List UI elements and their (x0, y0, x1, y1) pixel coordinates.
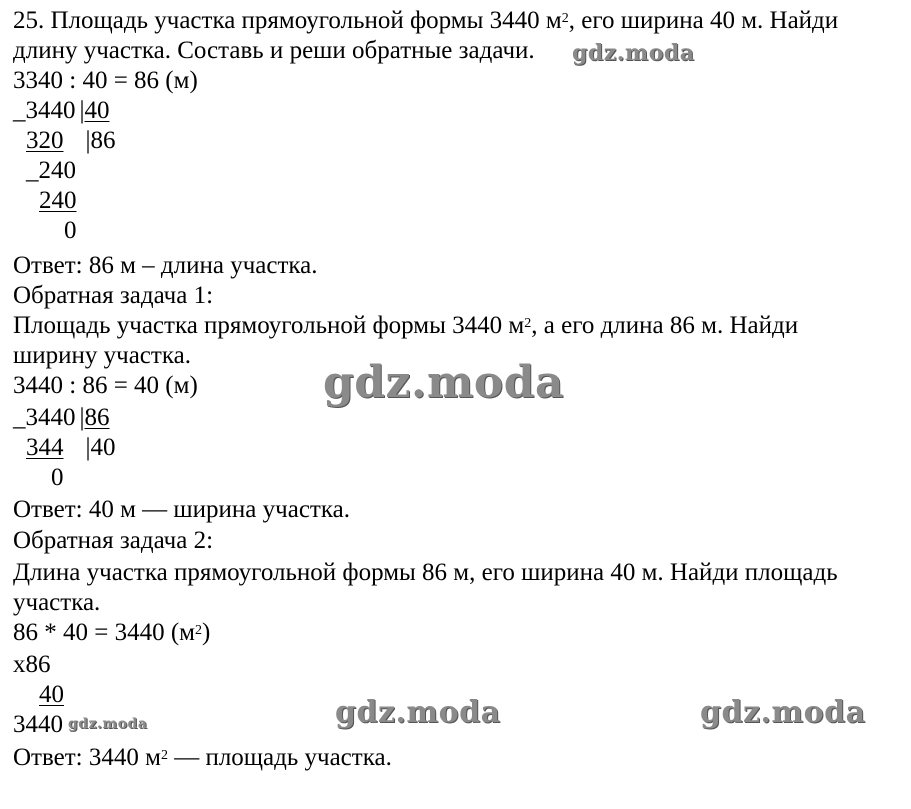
subtrahend: 320 (26, 127, 64, 154)
inverse1-heading: Обратная задача 1: (13, 282, 214, 309)
solution1-column-row-1: _3440 |40 (13, 97, 110, 124)
problem-text-a: 25. Площадь участка прямоугольной формы 3440 м (13, 7, 562, 34)
watermark-logo-small: gdz.moda (68, 716, 148, 732)
inverse1-equation: 3440 : 86 = 40 (м) (13, 372, 198, 399)
subtrahend: 344 (26, 434, 64, 461)
dividend: _3440 (13, 97, 76, 124)
inverse1-answer: Ответ: 40 м — ширина участка. (13, 496, 350, 523)
superscript: 2 (524, 316, 532, 331)
inverse2-answer: Ответ: 3440 $м^2$ — площадь участка. (13, 744, 392, 771)
superscript: 2 (195, 623, 202, 638)
solution1-column-row-2: 320 |86 (26, 127, 116, 154)
quotient: 86 (90, 127, 116, 154)
inverse1-remainder: 0 (51, 464, 64, 491)
watermark-logo-bottom-center: gdz.moda (335, 695, 501, 730)
inverse1-column-row-2: 344 |40 (26, 434, 116, 461)
divisor: 40 (84, 97, 110, 124)
problem-line-1 (13, 6, 838, 36)
superscript: 2 (561, 11, 569, 26)
inverse2-text-line-1: Длина участка прямоугольной формы 86 м, его ширина 40 м. Найди площадь (13, 559, 838, 586)
inverse1-text-line-2: ширину участка. (13, 342, 191, 369)
superscript: 2 (160, 748, 168, 763)
problem-line-2: длину участка. Составь и реши обратные задачи. (13, 37, 535, 64)
watermark-logo: gdz.moda (572, 40, 695, 66)
solution1-answer: Ответ: 86 м – длина участка. (13, 252, 318, 279)
inverse2-mult-second: 40 (39, 681, 64, 708)
inverse2-equation: 86 * 40 = 3440 $(м^2)$ (13, 619, 211, 646)
solution1-remainder-1: _240 (26, 157, 76, 184)
inverse2-mult-result: 3440 (13, 711, 63, 738)
inverse2-mult-top: x86 (13, 651, 51, 678)
solution1-remainder-2: 0 (64, 217, 77, 244)
inverse1-text-line-1: Площадь участка прямоугольной формы 3440 $м^2$, а его длина 86 м. Найди (13, 312, 799, 339)
watermark-logo-large: gdz.moda (323, 357, 565, 408)
dividend: _3440 (13, 404, 76, 431)
inverse2-text-line-2: участка. (13, 589, 101, 616)
watermark-logo-bottom-right: gdz.moda (700, 695, 866, 730)
inverse2-heading: Обратная задача 2: (13, 527, 214, 554)
solution1-subtrahend-2: 240 (39, 187, 77, 214)
problem-text-b: , его ширина 40 м. Найди (568, 7, 839, 34)
inverse1-column-row-1: _3440 |86 (13, 404, 110, 431)
solution1-equation: 3340 : 40 = 86 (м) (13, 67, 198, 94)
quotient: 40 (90, 434, 116, 461)
divisor: 86 (84, 404, 110, 431)
